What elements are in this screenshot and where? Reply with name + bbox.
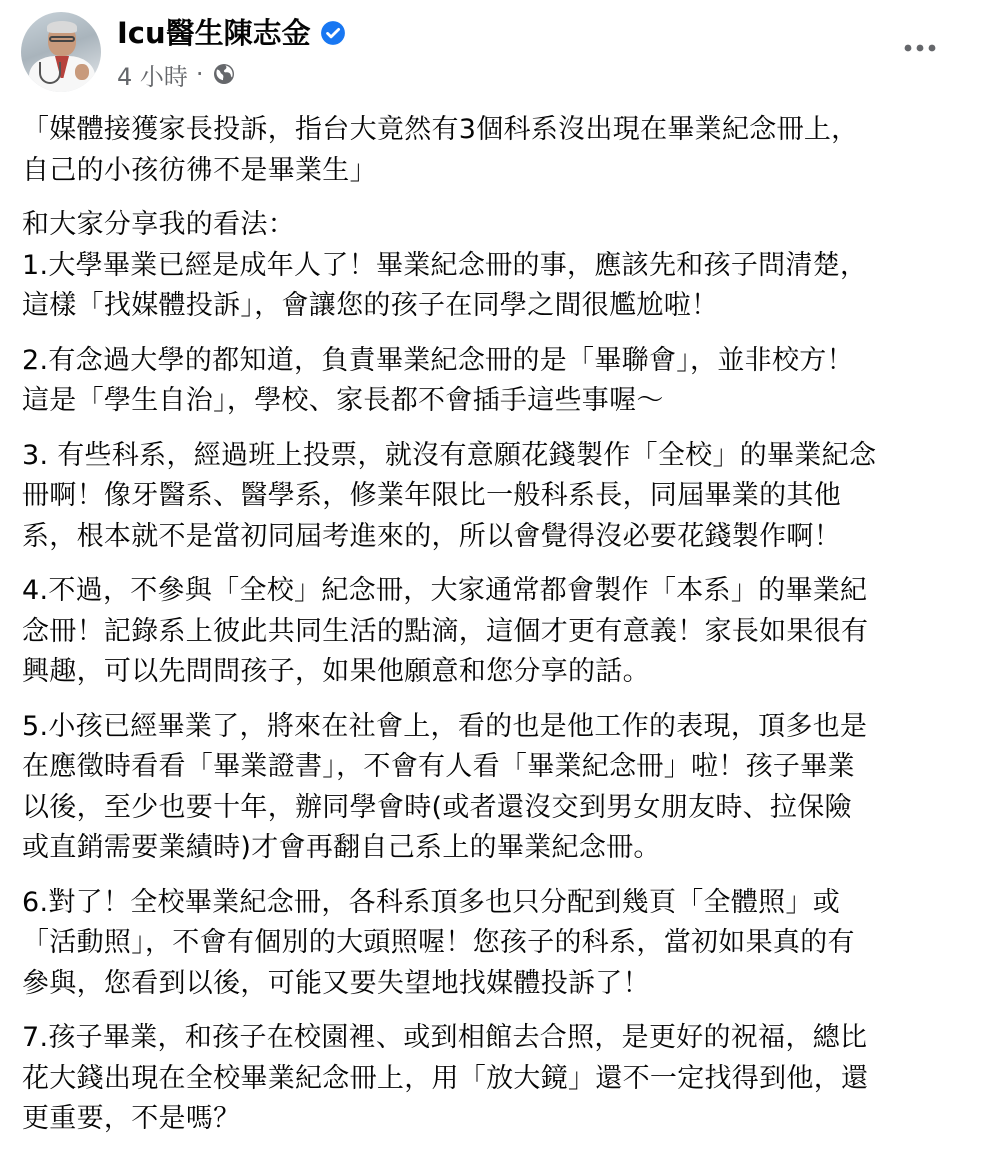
post-paragraph-3 [22,341,962,422]
text-line: 4.不過，不參與「全校」紀念冊，大家通常都會製作「本系」的畢業紀 [22,575,868,606]
text-line: 「活動照」，不會有個別的大頭照喔！您孩子的科系，當初如果真的有 [22,927,855,958]
more-options-icon[interactable] [898,30,942,66]
text-line: 更重要，不是嗎？ [22,1103,241,1134]
post-header [0,0,984,100]
post-paragraph-8 [22,1018,962,1140]
text-line: 參與，您看到以後，可能又要失望地找媒體投訴了！ [22,967,650,999]
text-line: 興趣，可以先問問孩子，如果他願意和您分享的話。 [22,656,650,687]
post-paragraph-4 [22,436,962,558]
text-line: 1.大學畢業已經是成年人了！畢業紀念冊的事，應該先和孩子問清楚， [22,249,868,281]
meta-separator: · [195,60,204,88]
globe-icon[interactable] [212,62,236,86]
post-paragraph-2 [22,205,962,327]
text-line: 7.孩子畢業，和孩子在校園裡、或到相館去合照，是更好的祝福，總比 [22,1022,868,1053]
text-line: 這是「學生自治」，學校、家長都不會插手這些事喔～ [22,385,664,416]
verified-badge-icon [320,20,346,46]
text-line: 在應徵時看看「畢業證書」，不會有人看「畢業紀念冊」啦！孩子畢業 [22,751,855,782]
text-line: 6.對了！全校畢業紀念冊，各科系頂多也只分配到幾頁「全體照」或 [22,886,841,918]
text-line: 2.有念過大學的都知道，負責畢業紀念冊的是「畢聯會」，並非校方！ [22,344,854,376]
author-name[interactable]: Icu醫生陳志金 [117,16,311,50]
post-meta [117,58,236,90]
text-line: 「媒體接獲家長投訴，指台大竟然有3個科系沒出現在畢業紀念冊上， [22,114,859,145]
text-line: 系，根本就不是當初同屆考進來的，所以會覺得沒必要花錢製作啊！ [22,520,841,552]
text-line: 自己的小孩彷彿不是畢業生」 [22,154,377,186]
post-timestamp[interactable]: 4 小時 [117,62,188,91]
text-line: 花大錢出現在全校畢業紀念冊上，用「放大鏡」還不一定找得到他，還 [22,1062,869,1094]
avatar-glasses [49,36,75,42]
text-line: 冊啊！像牙醫系、醫學系，修業年限比一般科系長，同屆畢業的其他 [22,480,841,511]
text-line: 以後，至少也要十年，辦同學會時(或者還沒交到男女朋友時、拉保險 [22,791,852,823]
text-line: 或直銷需要業績時)才會再翻自己系上的畢業紀念冊。 [22,832,661,863]
text-line: 3. 有些科系，經過班上投票，就沒有意願花錢製作「全校」的畢業紀念 [22,439,877,471]
text-line: 這樣「找媒體投訴」，會讓您的孩子在同學之間很尷尬啦！ [22,290,719,321]
post-paragraph-7 [22,883,962,1005]
text-line: 念冊！記錄系上彼此共同生活的點滴，這個才更有意義！家長如果很有 [22,615,869,647]
text-line: 和大家分享我的看法： [22,209,295,240]
post-paragraph-6 [22,707,962,869]
avatar-hand [75,64,89,80]
post-text [22,110,962,1154]
avatar-stethoscope [39,62,61,84]
author-avatar[interactable] [21,12,101,92]
post-paragraph-5 [22,571,962,693]
text-line: 5.小孩已經畢業了，將來在社會上，看的也是他工作的表現，頂多也是 [22,710,868,742]
post-paragraph-1 [22,110,962,191]
avatar-hair [47,21,77,33]
